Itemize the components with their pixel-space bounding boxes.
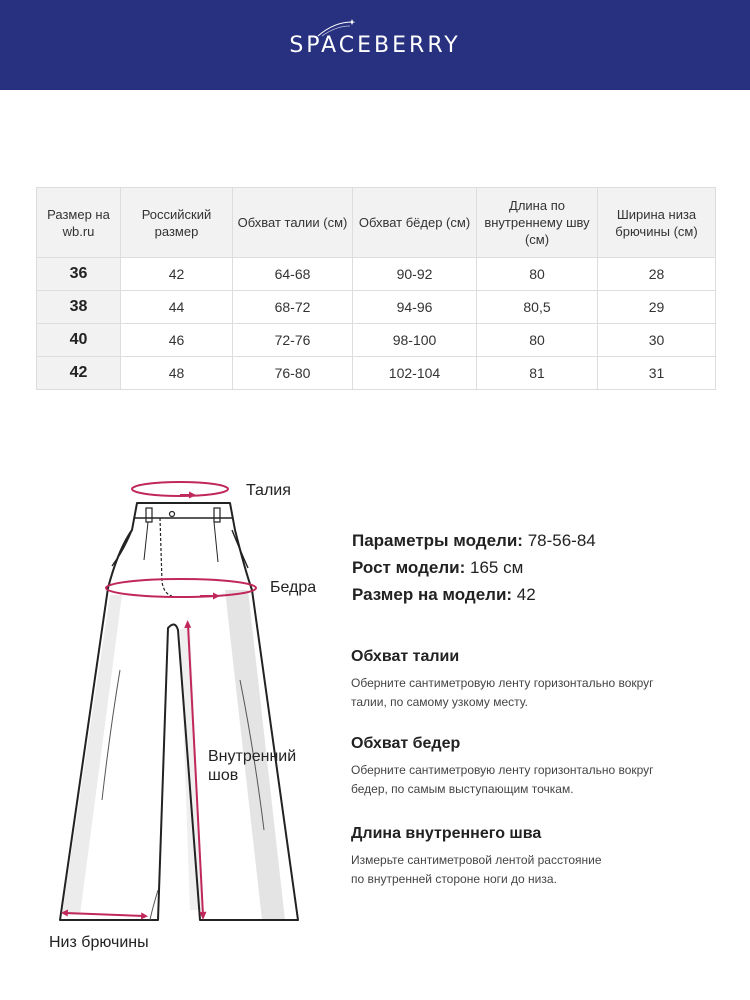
table-row (37, 324, 716, 357)
model-height-value: 165 см (469, 558, 524, 577)
column-header: Длина по внутреннему шву (см) (477, 188, 598, 258)
waist-label: Талия (246, 482, 291, 499)
guide-hips (351, 735, 721, 799)
column-header: Обхват талии (см) (233, 188, 353, 258)
guide-title: Обхват талии (351, 648, 460, 665)
guide-text (351, 851, 701, 889)
table-cell: 40 (37, 324, 121, 357)
table-cell: 72-76 (233, 324, 353, 357)
guide-inseam (351, 825, 721, 889)
model-size-value: 42 (516, 585, 536, 604)
column-header: Ширина низа брючины (см) (598, 188, 716, 258)
brand-logo: SPACEBERRY (289, 33, 461, 58)
model-height-label: Рост модели: (352, 558, 466, 577)
table-cell: 68-72 (233, 291, 353, 324)
size-table (36, 187, 716, 390)
table-cell: 90-92 (353, 258, 477, 291)
model-height (352, 554, 596, 581)
model-measurements (352, 527, 596, 554)
column-header: Размер на wb.ru (37, 188, 121, 258)
guide-waist (351, 648, 721, 712)
table-cell: 30 (598, 324, 716, 357)
trousers-illustration (40, 470, 340, 960)
guide-text (351, 761, 701, 799)
trousers-diagram (40, 470, 340, 960)
guide-text-line: талии, по самому узкому месту. (351, 695, 528, 709)
table-row (37, 291, 716, 324)
column-header: Обхват бёдер (см) (353, 188, 477, 258)
table-cell: 80,5 (477, 291, 598, 324)
brand-header (0, 0, 750, 90)
table-cell: 48 (121, 357, 233, 390)
table-cell: 64-68 (233, 258, 353, 291)
table-header-row (37, 188, 716, 258)
table-cell: 80 (477, 258, 598, 291)
table-cell: 42 (37, 357, 121, 390)
model-parameters (352, 527, 596, 608)
table-cell: 98-100 (353, 324, 477, 357)
hem-label: Низ брючины (49, 934, 149, 951)
column-header: Российский размер (121, 188, 233, 258)
table-cell: 46 (121, 324, 233, 357)
guide-text-line: бедер, по самым выступающим точкам. (351, 782, 574, 796)
guide-text-line: по внутренней стороне ноги до низа. (351, 872, 557, 886)
model-size (352, 581, 596, 608)
table-cell: 102-104 (353, 357, 477, 390)
guide-text (351, 674, 701, 712)
table-cell: 44 (121, 291, 233, 324)
inseam-label-line-2: шов (208, 767, 239, 784)
table-cell: 36 (37, 258, 121, 291)
model-measurements-value: 78-56-84 (527, 531, 596, 550)
guide-text-line: Измерьте сантиметровой лентой расстояние (351, 853, 602, 867)
table-cell: 28 (598, 258, 716, 291)
table-row (37, 357, 716, 390)
guide-text-line: Оберните сантиметровую ленту горизонтально вокруг (351, 763, 654, 777)
table-cell: 38 (37, 291, 121, 324)
table-cell: 76-80 (233, 357, 353, 390)
guide-title: Длина внутреннего шва (351, 825, 542, 842)
table-cell: 81 (477, 357, 598, 390)
table-cell: 31 (598, 357, 716, 390)
table-cell: 29 (598, 291, 716, 324)
guide-title: Обхват бедер (351, 735, 461, 752)
model-measurements-label: Параметры модели: (352, 531, 523, 550)
table-cell: 94-96 (353, 291, 477, 324)
model-size-label: Размер на модели: (352, 585, 513, 604)
inseam-label-line-1: Внутренний (208, 748, 297, 765)
hips-label: Бедра (270, 579, 317, 596)
table-row (37, 258, 716, 291)
table-cell: 42 (121, 258, 233, 291)
table-cell: 80 (477, 324, 598, 357)
guide-text-line: Оберните сантиметровую ленту горизонтально вокруг (351, 676, 654, 690)
